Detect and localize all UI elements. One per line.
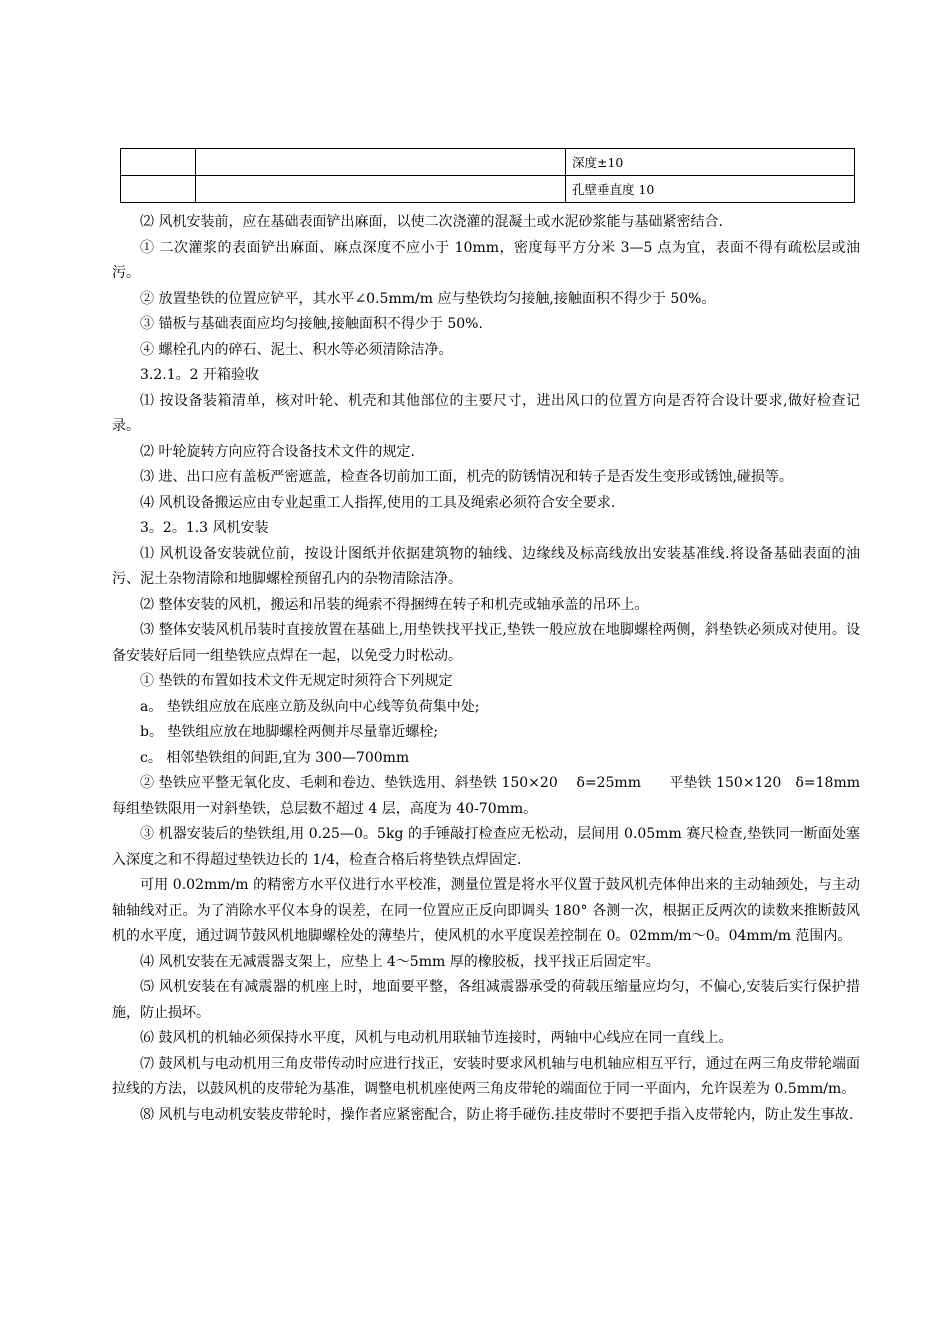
paragraph: ⑺ 鼓风机与电动机用三角皮带传动时应进行找正，安装时要求风机轴与电机轴应相互平行，通过在两三角皮带轮端面拉线的方法，以鼓风机的皮带轮为基准，调整电机机座使两三角皮带轮的端面位于同一平面内，允许误差为 0.5mm/m。 [112,1055,860,1097]
list-item: c。 相邻垫铁组的间距,宜为 300—700mm [140,749,410,766]
paragraph: ⑷ 风机安装在无减震器支架上，应垫上 4～5mm 厚的橡胶板，找平找正后固定牢。 [140,953,660,970]
paragraph: ① 二次灌浆的表面铲出麻面、麻点深度不应小于 10mm，密度每平方分米 3—5 点为宜，表面不得有疏松层或油污。 [112,239,860,281]
table-cell [121,149,196,176]
paragraph: ⑴ 按设备装箱清单，核对叶轮、机壳和其他部位的主要尺寸，进出风口的位置方向是否符合设计要求,做好检查记录。 [112,392,860,434]
paragraph: ⑶ 进、出口应有盖板严密遮盖，检查各切前加工面，机壳的防锈情况和转子是否发生变形或锈蚀,碰损等。 [140,469,793,485]
paragraph: ④ 螺栓孔内的碎石、泥土、积水等必须清除洁净。 [140,341,453,358]
table-cell: 孔壁垂直度 10 [566,176,855,203]
paragraph: ⑵ 风机安装前，应在基础表面铲出麻面，以使二次浇灌的混凝土或水泥砂浆能与基础紧密结合. [140,214,723,230]
list-item: b。 垫铁组应放在地脚螺栓两侧并尽量靠近螺栓; [140,724,439,740]
paragraph: ② 垫铁应平整无氧化皮、毛刺和卷边、垫铁选用、斜垫铁 150×20 δ=25mm 平垫铁 150×120 δ=18mm 每组垫铁限用一对斜垫铁，总层数不超过 4 层，高度为 40-70mm。 [112,775,860,817]
table-cell: 深度±10 [566,149,855,176]
paragraph: 可用 0.02mm/m 的精密方水平仪进行水平校准，测量位置是将水平仪置于鼓风机壳体伸出来的主动轴颈处，与主动轴轴线对正。为了消除水平仪本身的误差，在同一位置应正反向即调头 180° 各测一次，根据正反两次的读数来推断鼓风机的水平度，通过调节鼓风机地脚螺栓处的薄垫片，使风机的水平度误差控制在 0。02mm/m～0。04mm/m 范围内。 [112,877,860,944]
paragraph: ③ 锚板与基础表面应均匀接触,接触面积不得少于 50%. [140,316,483,332]
paragraph: ⑴ 风机设备安装就位前，按设计图纸并依据建筑物的轴线、边缘线及标高线放出安装基准线.将设备基础表面的油污、泥土杂物清除和地脚螺栓预留孔内的杂物清除洁净。 [112,545,860,587]
paragraph: ⑶ 整体安装风机吊装时直接放置在基础上,用垫铁找平找正,垫铁一般应放在地脚螺栓两侧，斜垫铁必须成对使用。设备安装好后同一组垫铁应点焊在一起，以免受力时松动。 [112,622,860,664]
paragraph: ③ 机器安装后的垫铁组,用 0.25—0。5kg 的手锤敲打检查应无松动，层间用 0.05mm 赛尺检查,垫铁同一断面处塞入深度之和不得超过垫铁边长的 1/4，检查合格后将垫铁点焊固定. [112,826,860,868]
section-heading: 3。2。1.3 风机安装 [140,520,269,536]
paragraph: ⑷ 风机设备搬运应由专业起重工人指挥,使用的工具及绳索必须符合安全要求. [140,494,616,511]
section-heading: 3.2.1。2 开箱验收 [140,367,259,383]
paragraph: ⑵ 整体安装的风机，搬运和吊装的绳索不得捆缚在转子和机壳或轴承盖的吊环上。 [140,596,649,613]
table-cell [196,176,566,203]
table-cell [196,149,566,176]
paragraph: ⑸ 风机安装在有减震器的机座上时，地面要平整，各组减震器承受的荷载压缩量应均匀，不偏心,安装后实行保护措施，防止损坏。 [112,979,860,1021]
table-row [121,176,855,203]
paragraph: ⑹ 鼓风机的机轴必须保持水平度，风机与电动机用联轴节连接时，两轴中心线应在同一直线上。 [140,1030,733,1046]
table-row [121,149,855,176]
body-text [112,210,860,1128]
paragraph: ② 放置垫铁的位置应铲平，其水平∠0.5mm/m 应与垫铁均匀接触,接触面积不得少于 50%。 [140,290,716,307]
table-cell [121,176,196,203]
paragraph: ⑵ 叶轮旋转方向应符合设备技术文件的规定. [140,443,415,460]
list-item: a。 垫铁组应放在底座立筋及纵向中心线等负荷集中处; [140,698,480,715]
spec-table [120,148,855,203]
paragraph: ⑻ 风机与电动机安装皮带轮时，操作者应紧密配合，防止将手碰伤.挂皮带时不要把手指入皮带轮内，防止发生事故. [140,1106,854,1123]
paragraph: ① 垫铁的布置如技术文件无规定时须符合下列规定 [140,673,453,689]
